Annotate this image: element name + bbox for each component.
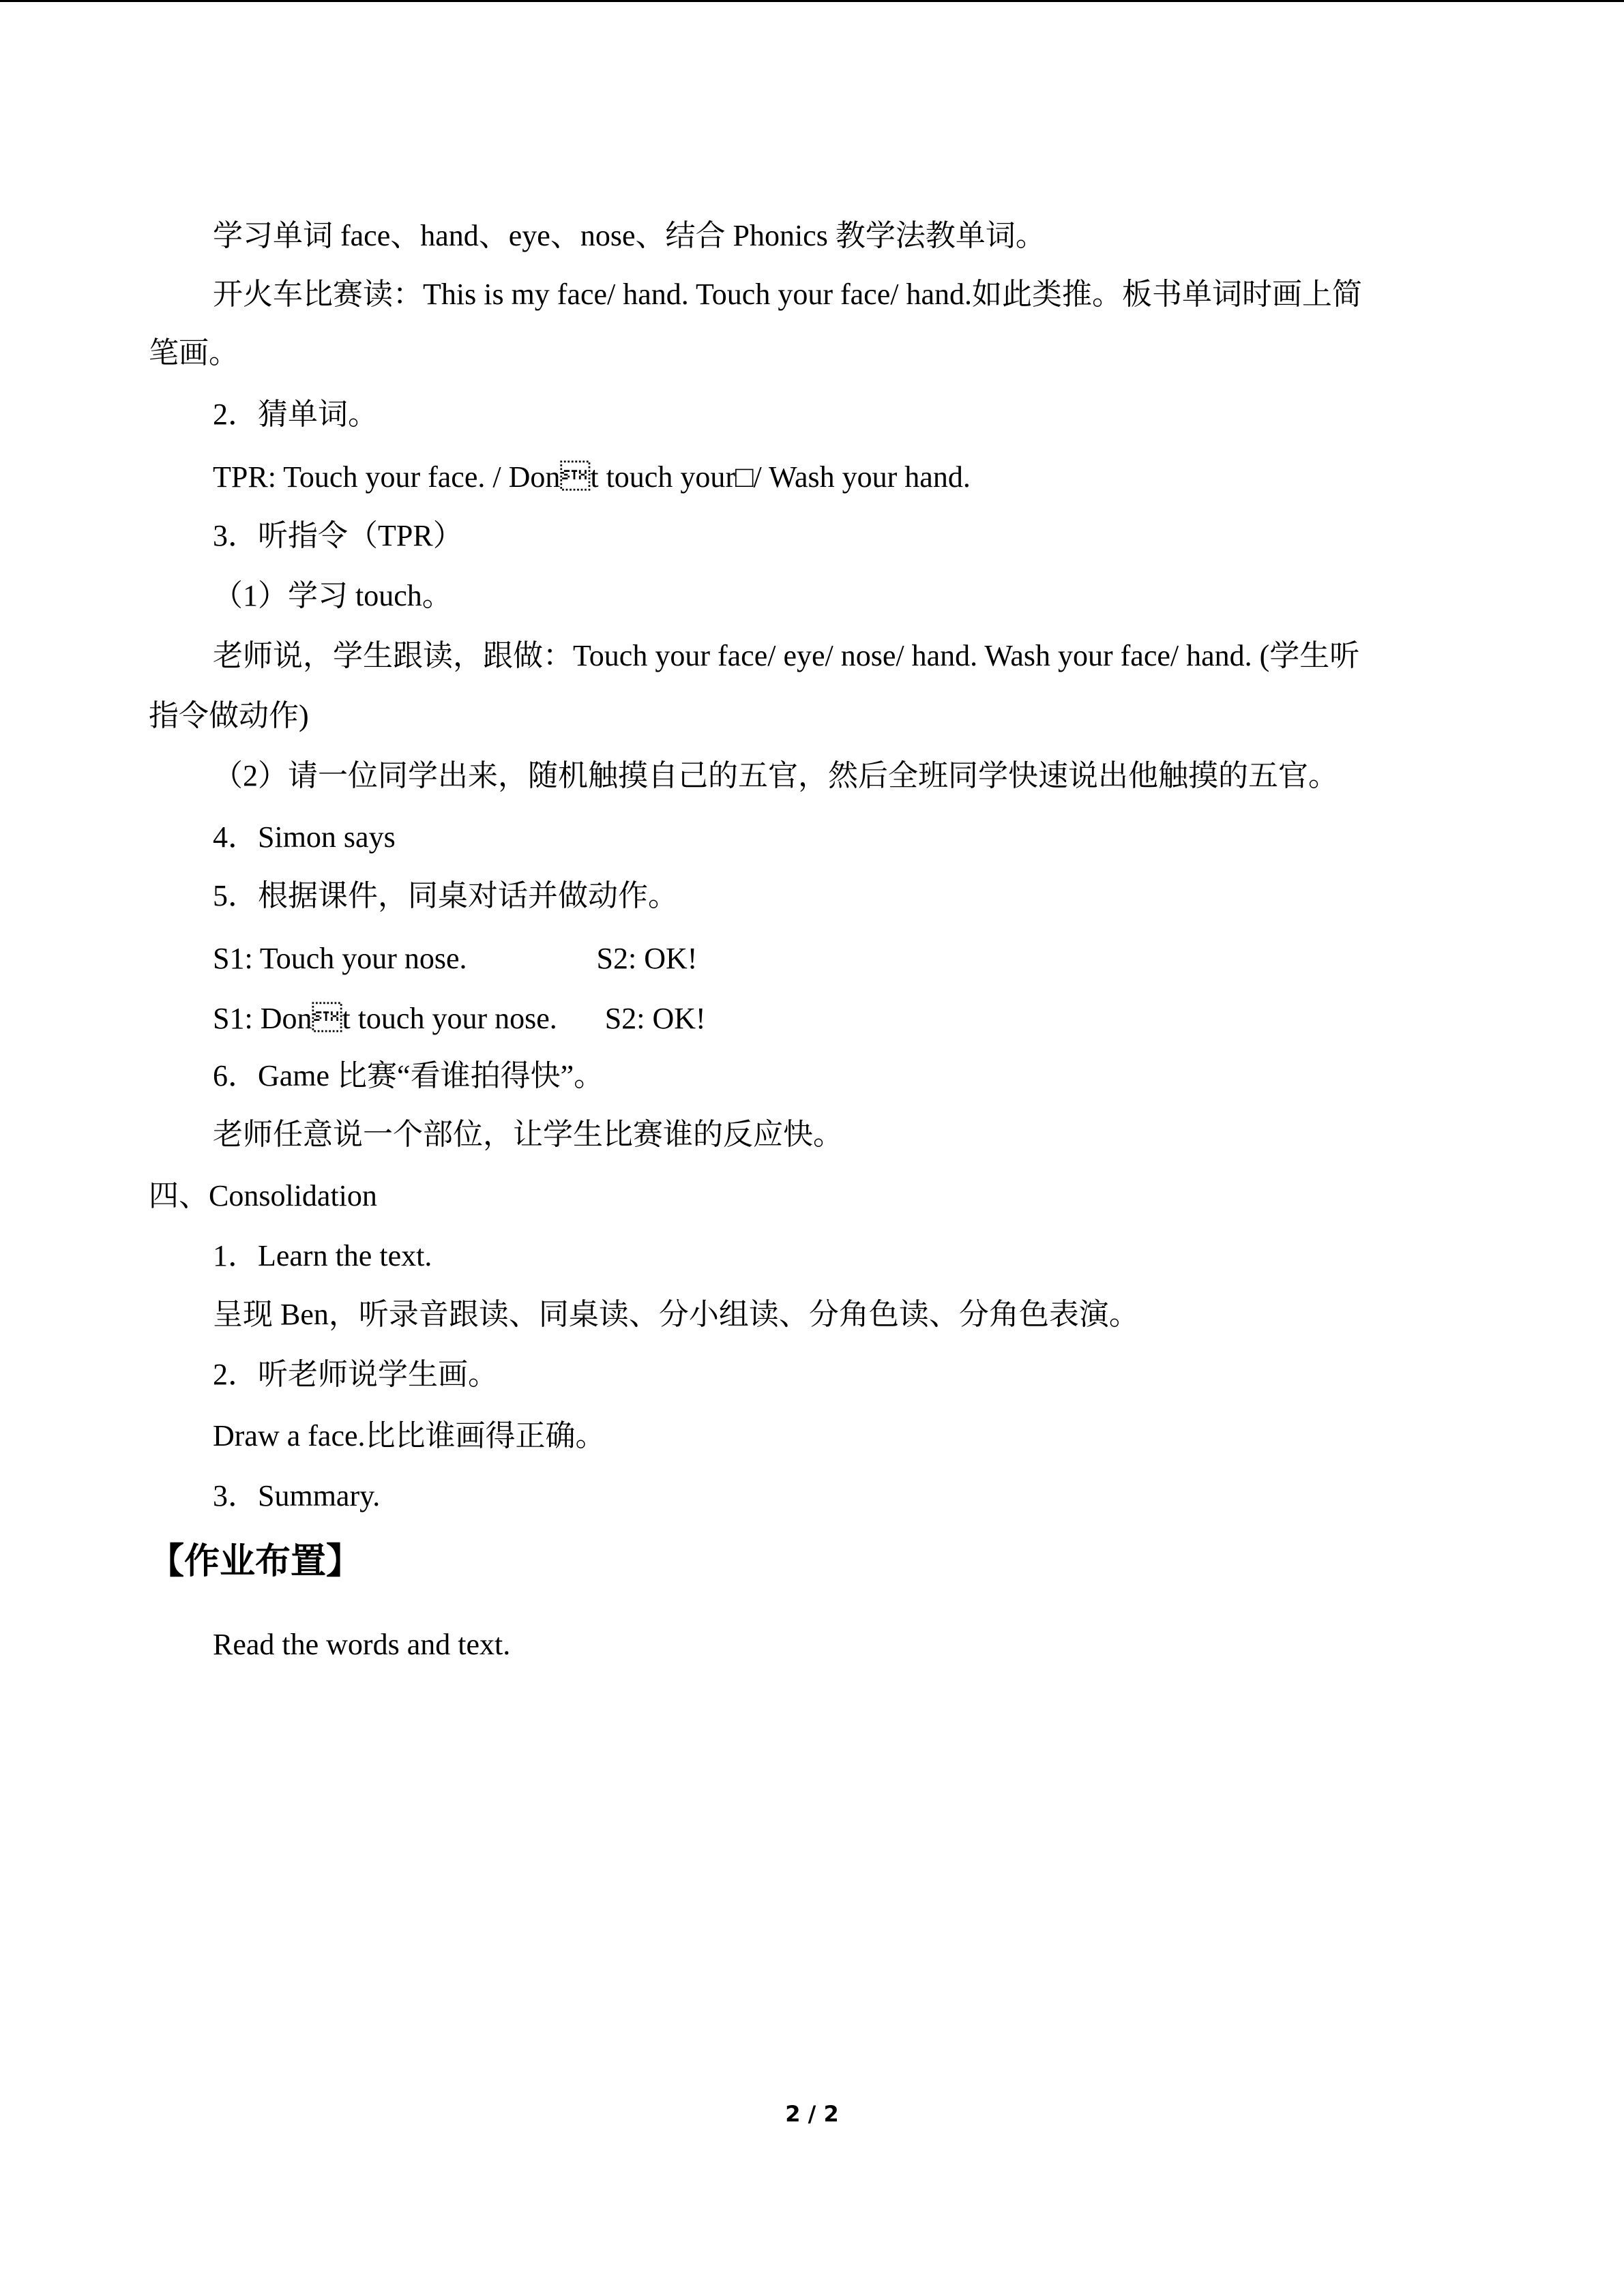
step-game: 6．Game 比赛“看谁拍得快”。 xyxy=(213,1059,604,1092)
step-listen-instructions: 3．听指令（TPR） xyxy=(213,519,463,552)
dialogue-s2: S2: OK! xyxy=(596,942,698,975)
step-pair-dialogue: 5．根据课件，同桌对话并做动作。 xyxy=(213,879,678,912)
paragraph-draw-face: Draw a face.比比谁画得正确。 xyxy=(213,1419,606,1452)
paragraph-present-ben: 呈现 Ben，听录音跟读、同桌读、分小组读、分角色读、分角色表演。 xyxy=(213,1298,1139,1331)
paragraph-teacher-says-cont: 指令做动作) xyxy=(149,699,309,732)
paragraph-tpr: TPR: Touch your face. / Dont touch your□/ Wash your hand. xyxy=(213,460,971,494)
paragraph-game-rule: 老师任意说一个部位，让学生比赛谁的反应快。 xyxy=(213,1118,843,1151)
paragraph-train-game-cont: 笔画。 xyxy=(149,336,239,370)
substep-learn-touch: （1）学习 touch。 xyxy=(213,579,452,612)
dialogue-row xyxy=(213,1000,706,1038)
substep-touch-features: （2）请一位同学出来，随机触摸自己的五官，然后全班同学快速说出他触摸的五官。 xyxy=(213,759,1338,792)
paragraph-teacher-says: 老师说，学生跟读，跟做：Touch your face/ eye/ nose/ hand. Wash your face/ hand. (学生听 xyxy=(213,639,1360,672)
section-consolidation: 四、Consolidation xyxy=(149,1179,377,1212)
step-guess-words: 2．猜单词。 xyxy=(213,398,378,431)
step-learn-text: 1．Learn the text. xyxy=(213,1239,432,1272)
dialogue-row xyxy=(213,940,697,978)
homework-text: Read the words and text. xyxy=(213,1628,511,1661)
dialogue-s2: S2: OK! xyxy=(604,1002,706,1035)
dialogue-s1: S1: Touch your nose. xyxy=(213,942,467,975)
page-number: 2 / 2 xyxy=(785,2101,839,2127)
dialogue-s1: S1: Dont touch your nose. xyxy=(213,1002,557,1035)
step-simon-says: 4．Simon says xyxy=(213,820,396,854)
paragraph-learn-words: 学习单词 face、hand、eye、nose、结合 Phonics 教学法教单词。 xyxy=(213,219,1046,252)
page-top-border xyxy=(0,0,1624,2)
step-listen-draw: 2．听老师说学生画。 xyxy=(213,1358,498,1391)
step-summary: 3．Summary. xyxy=(213,1479,381,1512)
homework-heading: 【作业布置】 xyxy=(149,1541,362,1582)
paragraph-train-game: 开火车比赛读：This is my face/ hand. Touch your face/ hand.如此类推。板书单词时画上简 xyxy=(213,278,1362,311)
